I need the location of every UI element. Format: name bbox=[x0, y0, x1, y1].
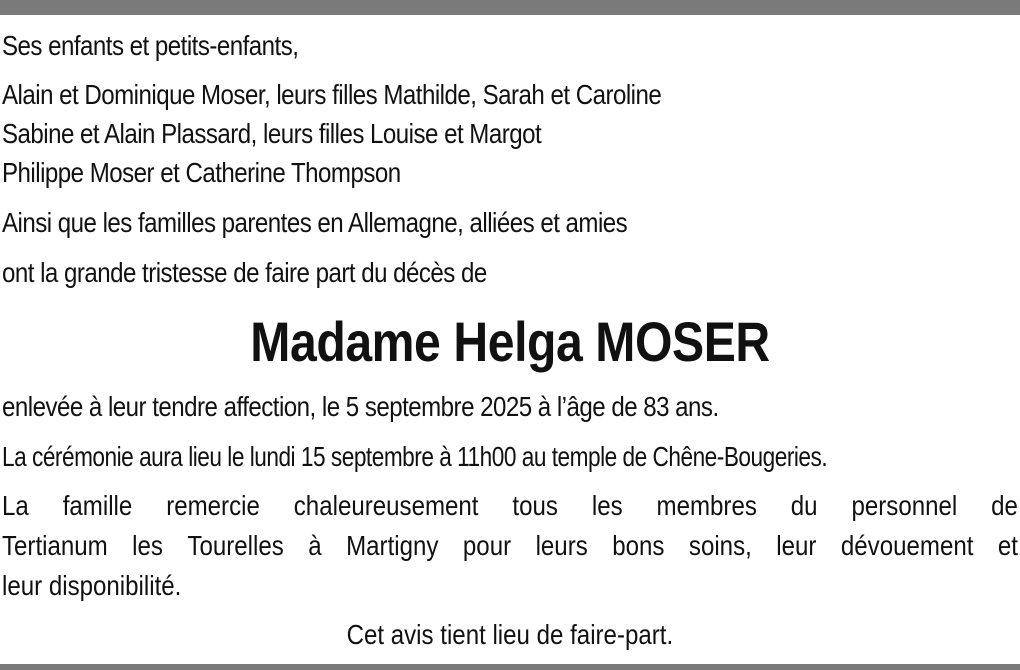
thanks-word: personnel bbox=[851, 490, 958, 521]
top-divider bbox=[0, 0, 1020, 15]
thanks-word: membres bbox=[656, 490, 757, 521]
thanks-word: à bbox=[308, 530, 322, 561]
thanks-word: La bbox=[2, 490, 29, 521]
thanks-word: chaleureusement bbox=[293, 490, 479, 521]
thanks-paragraph bbox=[2, 486, 1018, 606]
thanks-word: Tourelles bbox=[187, 530, 284, 561]
thanks-word: bons bbox=[612, 530, 665, 561]
death-details-line: enlevée à leur tendre affection, le 5 septembre 2025 à l’âge de 83 ans. bbox=[2, 391, 719, 422]
family-line-2: Sabine et Alain Plassard, leurs filles Louise et Margot bbox=[2, 118, 542, 149]
thanks-word: leur bbox=[776, 530, 817, 561]
thanks-word: les bbox=[132, 530, 163, 561]
thanks-word: et bbox=[997, 530, 1018, 561]
deceased-name-heading bbox=[0, 311, 1020, 373]
thanks-word: leurs bbox=[535, 530, 588, 561]
bottom-divider bbox=[0, 664, 1020, 670]
closing-line-wrapper bbox=[0, 618, 1020, 652]
closing-line: Cet avis tient lieu de faire-part. bbox=[346, 619, 674, 650]
thanks-word: leur disponibilité. bbox=[2, 570, 182, 601]
thanks-word: du bbox=[790, 490, 818, 521]
thanks-word: dévouement bbox=[840, 530, 974, 561]
ceremony-line: La cérémonie aura lieu le lundi 15 septembre à 11h00 au temple de Chêne-Bougeries. bbox=[2, 441, 828, 472]
family-line-1: Alain et Dominique Moser, leurs filles Mathilde, Sarah et Caroline bbox=[2, 79, 662, 110]
thanks-word: famille bbox=[62, 490, 133, 521]
thanks-word: pour bbox=[462, 530, 512, 561]
family-line-3: Philippe Moser et Catherine Thompson bbox=[2, 157, 401, 188]
thanks-word: de bbox=[991, 490, 1018, 521]
thanks-word: tous bbox=[512, 490, 558, 521]
thanks-word: Martigny bbox=[346, 530, 439, 561]
intro-line: Ses enfants et petits-enfants, bbox=[2, 30, 299, 61]
thanks-word: les bbox=[591, 490, 623, 521]
thanks-word: remercie bbox=[166, 490, 260, 521]
announcement-line: ont la grande tristesse de faire part du décès de bbox=[2, 257, 487, 288]
thanks-word: soins, bbox=[688, 530, 752, 561]
thanks-line-3 bbox=[2, 566, 1018, 606]
deceased-name: Madame Helga MOSER bbox=[250, 310, 770, 373]
thanks-line-2 bbox=[2, 526, 1018, 566]
relatives-line: Ainsi que les familles parentes en Allemagne, alliées et amies bbox=[2, 207, 628, 238]
thanks-line-1 bbox=[2, 486, 1018, 526]
thanks-word: Tertianum bbox=[2, 530, 108, 561]
